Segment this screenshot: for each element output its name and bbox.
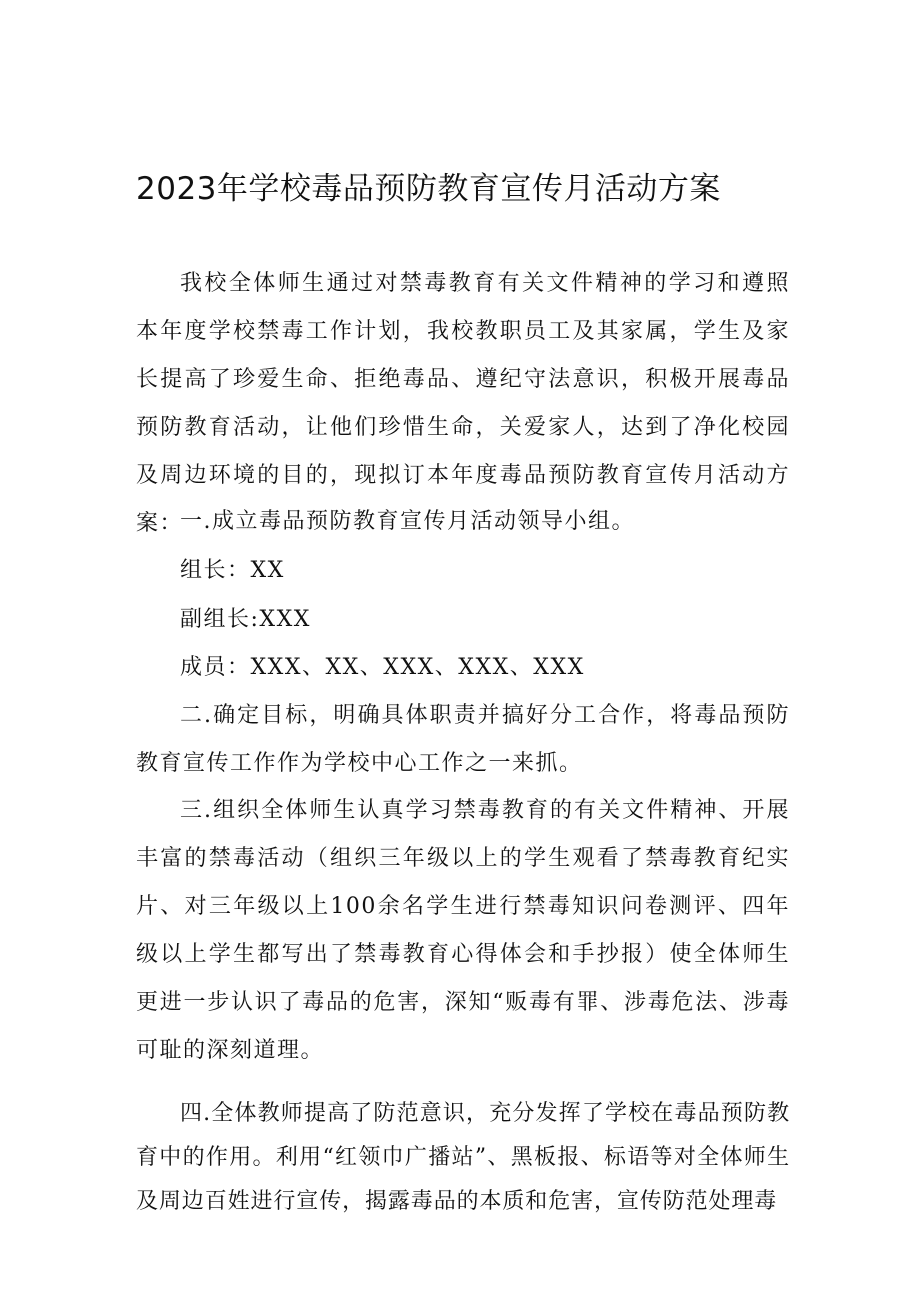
section-four-paragraph: 四.全体教师提高了防范意识，充分发挥了学校在毒品预防教育中的作用。利用“红领巾广播站”、黑板报、标语等对全体师生及周边百姓进行宣传，揭露毒品的本质和危害，宣传防范处理毒 <box>136 1101 790 1214</box>
section-two-paragraph: 二.确定目标，明确具体职责并搞好分工合作，将毒品预防教育宣传工作作为学校中心工作之一来抓。 <box>136 703 790 776</box>
section-one-heading: 一.成立毒品预防教育宣传月活动领导小组。 <box>180 509 635 534</box>
intro-paragraph: 我校全体师生通过对禁毒教育有关文件精神的学习和遵照本年度学校禁毒工作计划，我校教职员工及其家属，学生及家长提高了珍爱生命、拒绝毒品、遵纪守法意识，积极开展毒品预防教育活动，让他们珍惜生命，关爱家人，达到了净化校园及周边环境的目的，现拟订本年度毒品预防教育宣传月活动方案： <box>136 271 790 536</box>
group-leader-line: 组长：XX <box>180 558 285 583</box>
document-title: 2023年学校毒品预防教育宣传月活动方案 <box>136 171 721 207</box>
deputy-leader-line: 副组长:XXX <box>180 607 311 632</box>
section-three-paragraph: 三.组织全体师生认真学习禁毒教育的有关文件精神、开展丰富的禁毒活动（组织三年级以上的学生观看了禁毒教育纪实片、对三年级以上100余名学生进行禁毒知识问卷测评、四年级以上学生都写出了禁毒教育心得体会和手抄报）使全体师生更进一步认识了毒品的危害，深知“贩毒有罪、涉毒危法、涉毒可耻的深刻道理。 <box>136 798 790 1063</box>
members-line: 成员：XXX、XX、XXX、XXX、XXX <box>180 655 585 680</box>
